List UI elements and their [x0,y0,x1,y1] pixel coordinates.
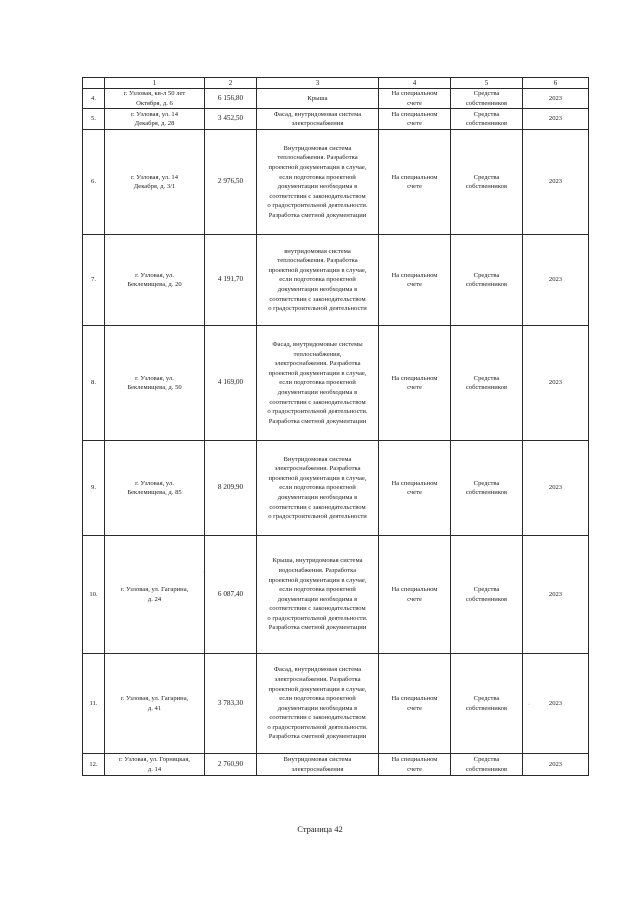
works-cell: Внутридомовая система теплоснабжения. Разработка проектной документации в случае, если подготовка проектной документации необходима в соответствии с законодательством о градостроительной деятельности. Разработка сметной документации [257,130,379,235]
capital-repair-table [82,77,589,776]
year-cell: 2023 [523,109,589,130]
year-cell: 2023 [523,130,589,235]
address-cell: г. Узловая, кв-л 50 лет Октября, д. 6 [105,89,205,109]
row-number: 8. [83,326,105,441]
row-number: 6. [83,130,105,235]
row-number: 4. [83,89,105,109]
scan-speck: · [203,570,205,576]
works-cell: внутридомовая система теплоснабжения. Разработка проектной документации в случае, если подготовка проектной документации необходима в соответствии с законодательством о градостроительной деятельности [257,235,379,326]
address-cell: г. Узловая, ул. Беклемищева, д. 85 [105,441,205,536]
table-row [83,536,589,654]
row-number: 7. [83,235,105,326]
funds-cell: Средства собственников [451,754,523,776]
account-cell: На специальном счете [379,441,451,536]
account-cell: На специальном счете [379,754,451,776]
funds-cell: Средства собственников [451,109,523,130]
year-cell: 2023 [523,654,589,754]
works-cell: Фасад, внутридомовые системы теплоснабжения, электроснабжения. Разработка проектной документации в случае, если подготовка проектной документации необходима в соответствии с законодательством о градостроительной деятельности. Разработка сметной документации [257,326,379,441]
table-row [83,89,589,109]
header-cell-3: 3 [257,78,379,89]
funds-cell: Средства собственников [451,441,523,536]
header-cell-6: 6 [523,78,589,89]
header-cell-2: 2 [205,78,257,89]
area-cell: 8 209,90 [205,441,257,536]
area-cell: 3 452,50 [205,109,257,130]
funds-cell: Средства собственников [451,89,523,109]
header-cell-1: 1 [105,78,205,89]
row-number: 9. [83,441,105,536]
year-cell: 2023 [523,235,589,326]
area-cell: 4 191,70 [205,235,257,326]
table-row [83,235,589,326]
works-cell: Фасад, внутридомовая система электроснабжения. Разработка проектной документации в случае, если подготовка проектной документации необходима в соответствии с законодательством о градостроительной деятельности. Разработка сметной документации [257,654,379,754]
funds-cell: Средства собственников [451,654,523,754]
account-cell: На специальном счете [379,89,451,109]
account-cell: На специальном счете [379,235,451,326]
header-cell-4: 4 [379,78,451,89]
address-cell: г. Узловая, ул. 14 Декабря, д. 28 [105,109,205,130]
table-row [83,654,589,754]
works-cell: Внутридомовая система электроснабжения [257,754,379,776]
address-cell: г. Узловая, ул. Беклемищева, д. 50 [105,326,205,441]
account-cell: На специальном счете [379,536,451,654]
row-number: 12. [83,754,105,776]
works-cell: Крыша, внутридомовая система водоснабжения. Разработка проектной документации в случае, если подготовка проектной документации необходима в соответствии с законодательством о градостроительной деятельности. Разработка сметной документации [257,536,379,654]
area-cell: 4 169,00 [205,326,257,441]
table-row [83,326,589,441]
table-row [83,130,589,235]
header-cell-5: 5 [451,78,523,89]
account-cell: На специальном счете [379,130,451,235]
year-cell: 2023 [523,754,589,776]
row-number: 5. [83,109,105,130]
works-cell: Внутридомовая система электроснабжения. Разработка проектной документации в случае, если подготовка проектной документации необходима в соответствии с законодательством о градостроительной деятельности [257,441,379,536]
header-row [83,78,589,89]
funds-cell: Средства собственников [451,536,523,654]
works-cell: Фасад, внутридомовая система электроснабжения [257,109,379,130]
account-cell: На специальном счете [379,109,451,130]
funds-cell: Средства собственников [451,235,523,326]
table-row [83,754,589,776]
row-number: 11. [83,654,105,754]
table-row [83,441,589,536]
address-cell: г. Узловая, ул. Гагарина, д. 24 [105,536,205,654]
table-row [83,109,589,130]
area-cell: 6 156,80 [205,89,257,109]
address-cell: г. Узловая, ул. Гагарина, д. 41 [105,654,205,754]
table-body [83,78,589,776]
address-cell: г. Узловая, ул. Беклемищева, д. 20 [105,235,205,326]
funds-cell: Средства собственников [451,326,523,441]
year-cell: 2023 [523,536,589,654]
area-cell: 3 783,30 [205,654,257,754]
funds-cell: Средства собственников [451,130,523,235]
account-cell: На специальном счете [379,326,451,441]
area-cell: 2 760,90 [205,754,257,776]
page-number: Страница 42 [297,824,343,834]
area-cell: 2 976,50 [205,130,257,235]
area-cell: 6 087,40 [205,536,257,654]
works-cell: Крыша [257,89,379,109]
account-cell: На специальном счете [379,654,451,754]
year-cell: 2023 [523,441,589,536]
year-cell: 2023 [523,89,589,109]
header-cell-blank [83,78,105,89]
row-number: 10. [83,536,105,654]
address-cell: г. Узловая, ул. 14 Декабря, д. 3/1 [105,130,205,235]
scan-speck: · [528,702,530,708]
address-cell: г. Узловая, ул. Горняцкая, д. 14 [105,754,205,776]
year-cell: 2023 [523,326,589,441]
